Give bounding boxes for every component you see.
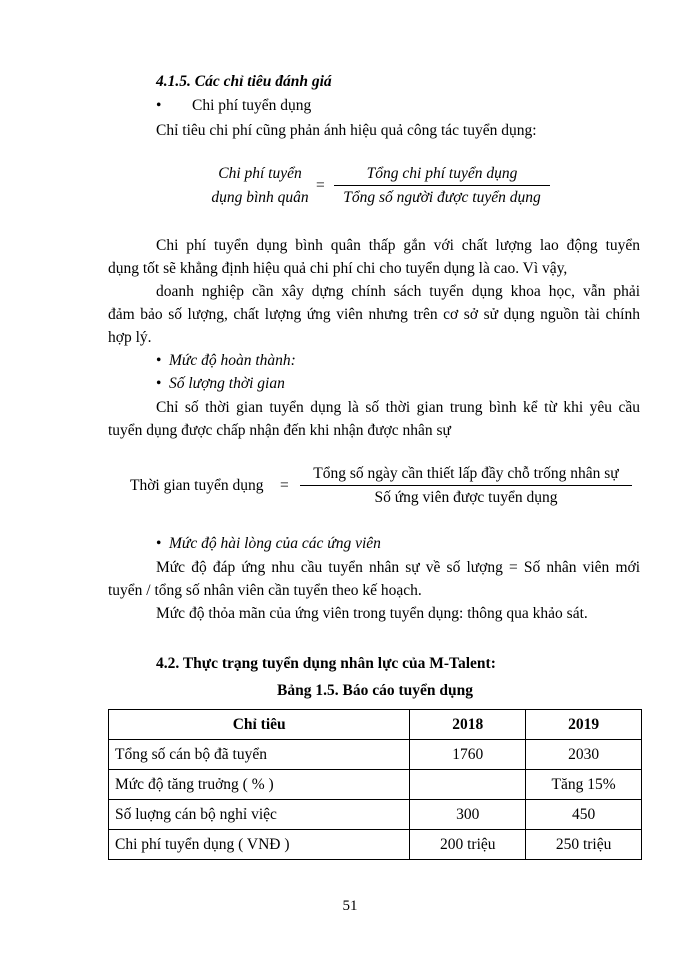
table-cell bbox=[410, 770, 526, 800]
section-heading: 4.1.5. Các chỉ tiêu đánh giá bbox=[156, 73, 332, 90]
bullet-cost-label: Chi phí tuyển dụng bbox=[192, 97, 312, 114]
formula-time-numerator: Tổng số ngày cần thiết lấp đầy chỗ trống nhân sự bbox=[313, 465, 619, 482]
table-header-cell: Chỉ tiêu bbox=[109, 710, 410, 740]
table-cell: 450 bbox=[526, 800, 642, 830]
table-row bbox=[109, 740, 642, 770]
bullet-icon: • bbox=[156, 352, 162, 369]
bullet-icon: • bbox=[156, 97, 162, 114]
cost-paragraph-line-3: doanh nghiệp cần xây dựng chính sách tuyển dụng khoa học, vẫn phải bbox=[156, 283, 640, 300]
cost-paragraph-line-4: đảm bảo số lượng, chất lượng ứng viên nhưng trên cơ sở sử dụng nguồn tài chính bbox=[108, 306, 640, 323]
bullet-satisfaction bbox=[156, 534, 381, 554]
bullet-time-label: Số lượng thời gian bbox=[169, 375, 285, 392]
formula-time-denominator: Số ứng viên được tuyển dụng bbox=[374, 489, 558, 506]
bullet-satisfaction-label: Mức độ hài lòng của các ứng viên bbox=[169, 535, 381, 552]
table-header-cell: 2018 bbox=[410, 710, 526, 740]
satisfaction-paragraph-line-1: Mức độ đáp ứng nhu cầu tuyển nhân sự về số lượng = Số nhân viên mới bbox=[156, 559, 640, 576]
satisfaction-paragraph-line-3: Mức độ thỏa mãn của ứng viên trong tuyển dụng: thông qua khảo sát. bbox=[156, 605, 588, 622]
table-cell: 200 triệu bbox=[410, 830, 526, 860]
formula-cost-lhs-line1: Chi phí tuyển bbox=[218, 165, 302, 182]
table-cell: 2030 bbox=[526, 740, 642, 770]
report-table bbox=[108, 709, 642, 860]
formula-time-fraction-bar bbox=[300, 485, 632, 486]
time-paragraph-line-2: tuyển dụng được chấp nhận đến khi nhận được nhân sự bbox=[108, 422, 451, 439]
table-header-row bbox=[109, 710, 642, 740]
table-cell: Mức độ tăng truởng ( % ) bbox=[109, 770, 410, 800]
formula-cost-fraction-bar bbox=[334, 185, 550, 186]
formula-cost-denominator: Tổng số người được tuyển dụng bbox=[343, 189, 541, 206]
table-cell: 1760 bbox=[410, 740, 526, 770]
satisfaction-paragraph-line-2: tuyển / tổng số nhân viên cần tuyển theo kế hoạch. bbox=[108, 582, 422, 599]
cost-paragraph-line-1: Chi phí tuyển dụng bình quân thấp gắn với chất lượng lao động tuyển bbox=[156, 237, 640, 254]
bullet-time bbox=[156, 374, 285, 394]
cost-intro: Chỉ tiêu chi phí cũng phản ánh hiệu quả công tác tuyển dụng: bbox=[156, 122, 537, 139]
formula-cost-numerator: Tổng chi phí tuyển dụng bbox=[366, 165, 518, 182]
table-cell: 300 bbox=[410, 800, 526, 830]
table-caption: Bảng 1.5. Báo cáo tuyển dụng bbox=[277, 682, 473, 699]
cost-paragraph-line-2: dụng tốt sẽ khẳng định hiệu quả chi phí chi cho tuyển dụng là cao. Vì vậy, bbox=[108, 260, 568, 277]
table-cell: Số luợng cán bộ nghỉ việc bbox=[109, 800, 410, 830]
time-paragraph-line-1: Chỉ số thời gian tuyển dụng là số thời gian trung bình kể từ khi yêu cầu bbox=[156, 399, 640, 416]
formula-time-lhs: Thời gian tuyển dụng bbox=[130, 477, 264, 494]
bullet-icon: • bbox=[156, 375, 162, 392]
formula-cost-equals: = bbox=[316, 177, 325, 194]
table-header-cell: 2019 bbox=[526, 710, 642, 740]
bullet-completion-label: Mức độ hoàn thành: bbox=[169, 352, 296, 369]
cost-paragraph-line-5: hợp lý. bbox=[108, 329, 152, 346]
table-cell: Tổng số cán bộ đã tuyển bbox=[109, 740, 410, 770]
bullet-completion bbox=[156, 351, 296, 371]
table-row bbox=[109, 770, 642, 800]
table-cell: 250 triệu bbox=[526, 830, 642, 860]
bullet-icon: • bbox=[156, 535, 162, 552]
formula-time-equals: = bbox=[280, 477, 289, 494]
section-2-heading: 4.2. Thực trạng tuyển dụng nhân lực của M-Talent: bbox=[156, 655, 496, 672]
table-cell: Tăng 15% bbox=[526, 770, 642, 800]
page-number: 51 bbox=[342, 898, 358, 914]
table-row bbox=[109, 800, 642, 830]
table-cell: Chi phí tuyển dụng ( VNĐ ) bbox=[109, 830, 410, 860]
table-row bbox=[109, 830, 642, 860]
formula-cost-lhs-line2: dụng bình quân bbox=[211, 189, 309, 206]
bullet-cost bbox=[156, 96, 311, 116]
